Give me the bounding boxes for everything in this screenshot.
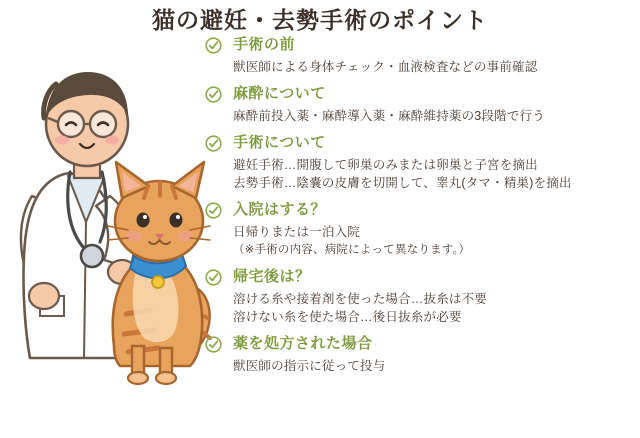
check-circle-icon — [205, 135, 222, 152]
section-line: 避妊手術…開腹して卵巣のみまたは卵巣と子宮を摘出 — [233, 158, 538, 172]
section-line: 溶ける糸や接着剤を使った場合…抜糸は不要 — [233, 292, 488, 306]
section-heading: 手術の前 — [233, 36, 296, 53]
check-circle-icon — [205, 37, 222, 54]
section-line: 獣医師による身体チェック・血液検査などの事前確認 — [233, 60, 538, 74]
section-line: 獣医師の指示に従って投与 — [233, 359, 386, 373]
list-item — [205, 134, 635, 192]
check-circle-icon — [205, 269, 222, 286]
section-heading: 帰宅後は？ — [233, 268, 311, 285]
list-item — [205, 201, 635, 259]
check-circle-icon — [205, 202, 222, 219]
points-list — [205, 36, 635, 384]
check-circle-icon — [205, 336, 222, 353]
section-line: （※手術の内容、病院によって異なります。） — [233, 244, 471, 256]
list-item — [205, 85, 635, 125]
section-line: 去勢手術…陰嚢の皮膚を切開して、睾丸(タマ・精巣)を摘出 — [233, 176, 572, 190]
list-item — [205, 335, 635, 375]
section-heading: 入院はする？ — [233, 201, 327, 218]
check-circle-icon — [205, 86, 222, 103]
list-item — [205, 268, 635, 326]
section-heading: 麻酔について — [233, 85, 326, 102]
section-heading: 手術について — [233, 134, 326, 151]
page-title: 猫の避妊・去勢手術のポイント — [152, 7, 488, 33]
section-line: 麻酔前投入薬・麻酔導入薬・麻酔維持薬の3段階で行う — [233, 109, 545, 123]
illustration — [4, 46, 219, 438]
section-heading: 薬を処方された場合 — [233, 335, 373, 352]
section-line: 溶けない糸を使た場合…後日抜糸が必要 — [233, 310, 462, 324]
section-line: 日帰りまたは一泊入院 — [233, 225, 361, 239]
list-item — [205, 36, 635, 76]
